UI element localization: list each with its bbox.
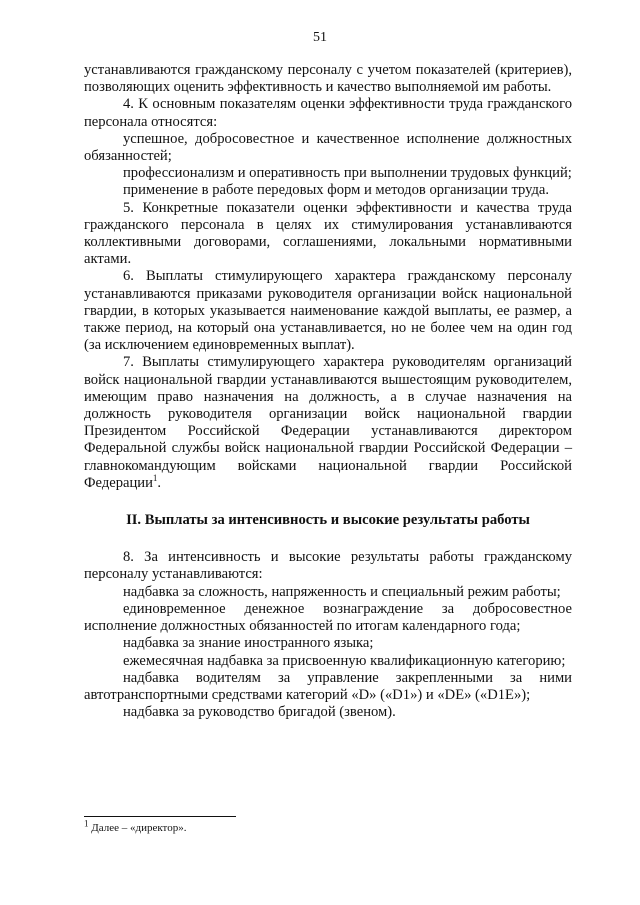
paragraph-list-item: применение в работе передовых форм и методов организации труда. xyxy=(123,182,550,199)
page-number: 51 xyxy=(313,30,327,45)
paragraph-list-item: профессионализм и оперативность при выполнении трудовых функций; xyxy=(123,165,572,182)
paragraph-list-item: надбавка за знание иностранного языка; xyxy=(123,635,374,652)
paragraph-item-6: 6. Выплаты стимулирующего характера гражданскому персоналу устанавливаются приказами руководителя организации войск национальной гвардии, в которых указывается наименование каждой выплаты, ее размер, а также период, на который она устанавливается, но не более чем на один год (за исключением единовременных выплат). xyxy=(84,268,572,354)
body-text xyxy=(84,62,572,721)
paragraph-item-8: 8. За интенсивность и высокие результаты работы гражданскому персоналу устанавливаются: xyxy=(84,549,572,583)
paragraph-continuation: устанавливаются гражданскому персоналу с учетом показателей (критериев), позволяющих оценить эффективность и качество выполняемой им работы. xyxy=(84,62,572,96)
paragraph-item-4: 4. К основным показателям оценки эффективности труда гражданского персонала относятся: xyxy=(84,96,572,130)
paragraph-list-item: надбавка за сложность, напряженность и специальный режим работы; xyxy=(123,583,561,600)
section-heading: II. Выплаты за интенсивность и высокие результаты работы xyxy=(126,512,530,529)
paragraph-item-7-text: 7. Выплаты стимулирующего характера руководителям организаций войск национальной гвардии устанавливаются вышестоящим руководителем, имеющим право назначения на должность, а в случае назначения на должность руководителя организации войск национальной гвардии Президентом Российской Федерации устанавливаются директором Федеральной службы войск национальной гвардии Российской Федерации – главнокомандующим войсками национальной гвардии Российской Федерации xyxy=(84,354,572,491)
paragraph-item-7: 7. Выплаты стимулирующего характера руководителям организаций войск национальной гвардии устанавливаются вышестоящим руководителем, имеющим право назначения на должность, а в случае назначения на должность руководителя организации войск национальной гвардии Президентом Российской Федерации устанавливаются директором Федеральной службы войск национальной гвардии Российской Федерации – главнокомандующим войсками национальной гвардии Российской Федерации$^1$. xyxy=(84,354,572,491)
paragraph-list-item: успешное, добросовестное и качественное исполнение должностных обязанностей; xyxy=(84,130,572,165)
paragraph-list-item: надбавка за руководство бригадой (звеном). xyxy=(123,704,396,721)
footnote-reference: 1 xyxy=(152,473,158,484)
paragraph-list-item: ежемесячная надбавка за присвоенную квалификационную категорию; xyxy=(123,652,566,669)
footnote-marker: 1 xyxy=(84,818,89,829)
footnote xyxy=(84,818,572,835)
footnote-divider xyxy=(84,816,236,817)
paragraph-list-item: единовременное денежное вознаграждение за добросовестное исполнение должностных обязанностей по итогам календарного года; xyxy=(84,600,572,635)
paragraph-list-item: надбавка водителям за управление закрепленными за ними автотранспортными средствами категорий «D» («D1») и «DE» («D1E»); xyxy=(84,669,572,703)
footnote-text: Далее – «директор». xyxy=(88,822,187,834)
paragraph-item-5: 5. Конкретные показатели оценки эффективности и качества труда гражданского персонала в целях их стимулирования устанавливаются коллективными договорами, соглашениями, локальными нормативными актами. xyxy=(84,199,572,268)
